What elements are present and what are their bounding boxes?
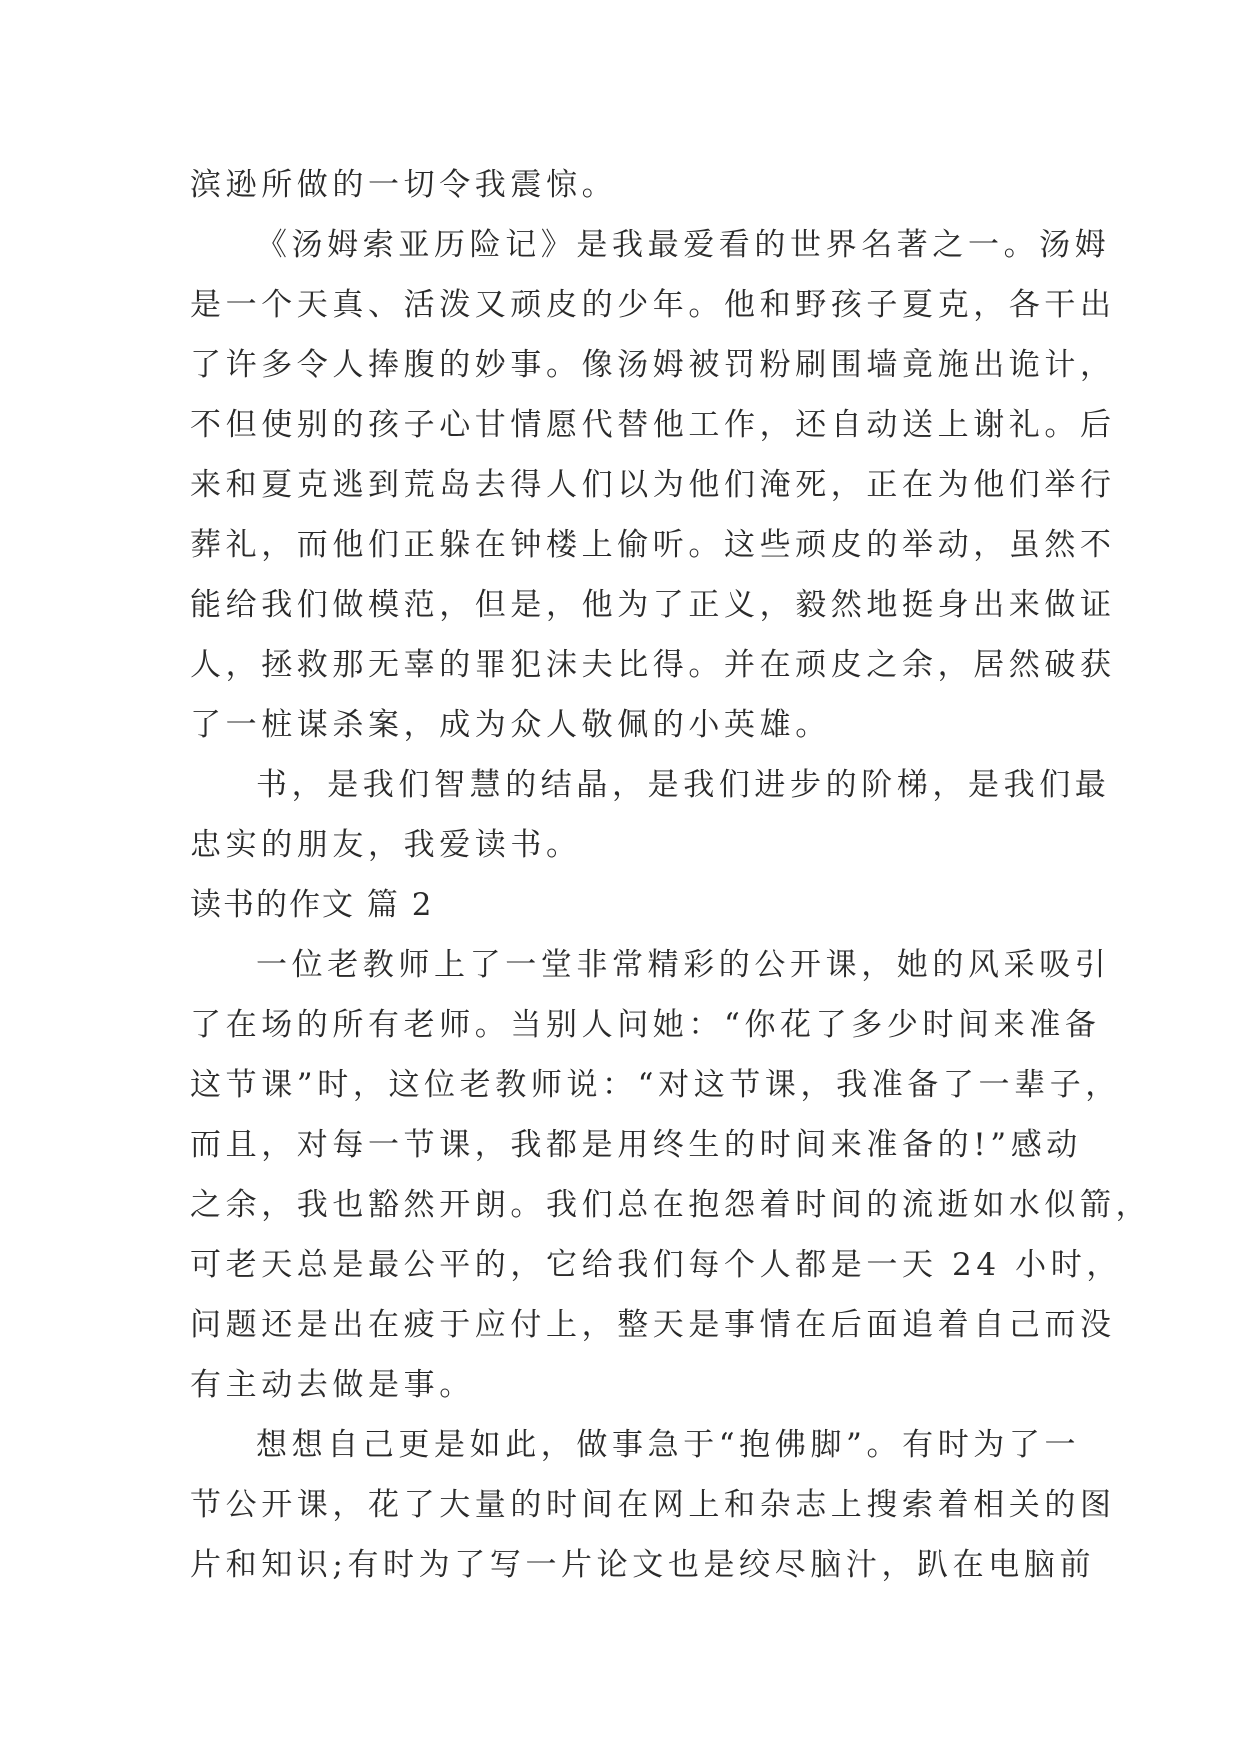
text-line: 是一个天真、活泼又顽皮的少年。他和野孩子夏克，各干出 bbox=[190, 287, 1116, 323]
text-line: 可老天总是最公平的，它给我们每个人都是一天 24 小时， bbox=[190, 1247, 1122, 1283]
text-line: 人，拯救那无辜的罪犯沫夫比得。并在顽皮之余，居然破获 bbox=[190, 647, 1116, 683]
text-line: 不但使别的孩子心甘情愿代替他工作，还自动送上谢礼。后 bbox=[190, 407, 1116, 443]
text-line: 这节课”时，这位老教师说：“对这节课，我准备了一辈子， bbox=[190, 1067, 1121, 1103]
text-line: 片和知识;有时为了写一片论文也是绞尽脑汁，趴在电脑前 bbox=[190, 1547, 1096, 1583]
paragraph bbox=[190, 215, 1116, 755]
text-line: 而且，对每一节课，我都是用终生的时间来准备的!”感动 bbox=[190, 1127, 1082, 1163]
text-line: 书，是我们智慧的结晶，是我们进步的阶梯，是我们最 bbox=[256, 767, 1111, 803]
text-line: 问题还是出在疲于应付上，整天是事情在后面追着自己而没 bbox=[190, 1307, 1116, 1343]
text-line: 来和夏克逃到荒岛去得人们以为他们淹死，正在为他们举行 bbox=[190, 467, 1116, 503]
heading-text: 读书的作文 篇 2 bbox=[190, 887, 434, 923]
text-line: 了在场的所有老师。当别人问她：“你花了多少时间来准备 bbox=[190, 1007, 1101, 1043]
paragraph bbox=[190, 755, 1111, 875]
text-line: 葬礼，而他们正躲在钟楼上偷听。这些顽皮的举动，虽然不 bbox=[190, 527, 1116, 563]
paragraph bbox=[190, 155, 1050, 215]
paragraph bbox=[190, 1415, 1116, 1595]
text-line: 忠实的朋友，我爱读书。 bbox=[190, 827, 582, 863]
text-line: 了一桩谋杀案，成为众人敬佩的小英雄。 bbox=[190, 707, 831, 743]
section-heading bbox=[190, 875, 1050, 935]
text-line: 《汤姆索亚历险记》是我最爱看的世界名著之一。汤姆 bbox=[256, 227, 1111, 263]
text-line: 了许多令人捧腹的妙事。像汤姆被罚粉刷围墙竟施出诡计， bbox=[190, 347, 1116, 383]
text-line: 之余，我也豁然开朗。我们总在抱怨着时间的流逝如水似箭， bbox=[190, 1187, 1152, 1223]
text-line: 有主动去做是事。 bbox=[190, 1367, 475, 1403]
text-line: 一位老教师上了一堂非常精彩的公开课，她的风采吸引 bbox=[256, 947, 1111, 983]
paragraph bbox=[190, 935, 1152, 1415]
document-page bbox=[190, 155, 1152, 1595]
text-line: 滨逊所做的一切令我震惊。 bbox=[190, 167, 618, 203]
text-line: 想想自己更是如此，做事急于“抱佛脚”。有时为了一 bbox=[256, 1427, 1081, 1463]
text-line: 能给我们做模范，但是，他为了正义，毅然地挺身出来做证 bbox=[190, 587, 1116, 623]
text-line: 节公开课，花了大量的时间在网上和杂志上搜索着相关的图 bbox=[190, 1487, 1116, 1523]
